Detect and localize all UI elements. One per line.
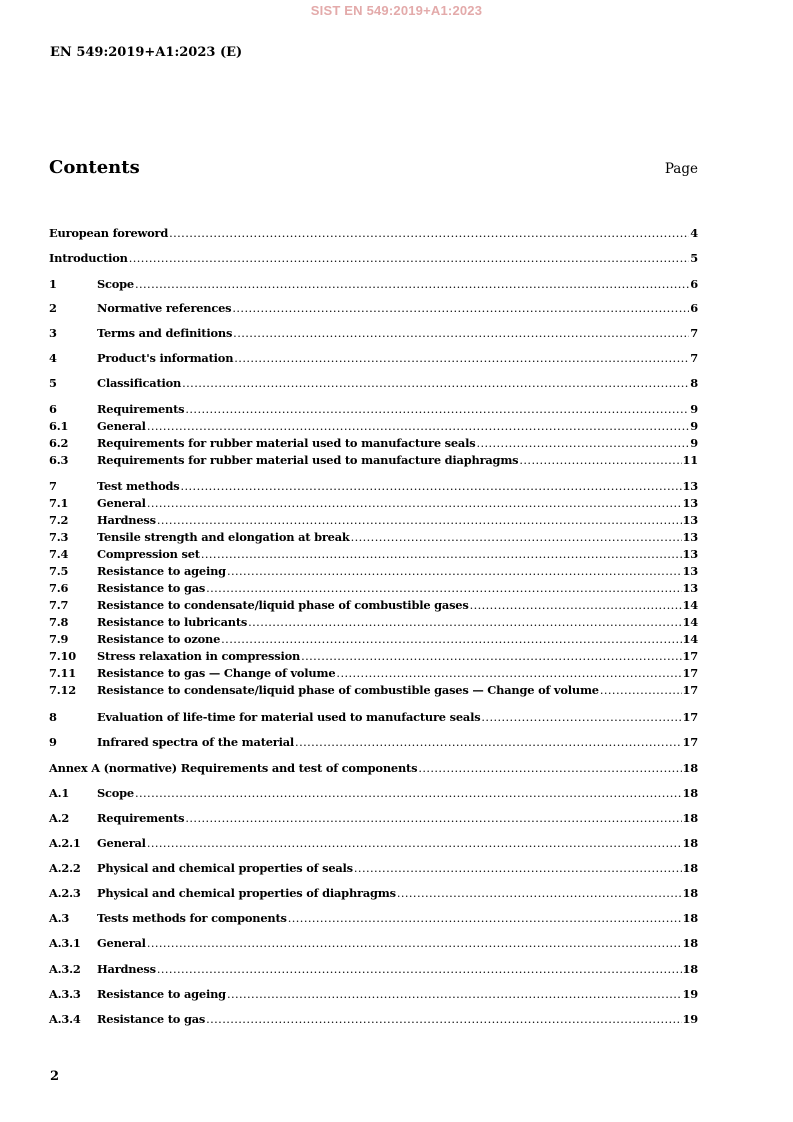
toc-entry-page: 4 [690,226,698,240]
toc-dot-leader [180,478,681,494]
toc-entry-page: 18 [682,811,698,825]
toc-entry-title: European foreword [49,226,169,240]
toc-dot-leader [476,435,689,451]
toc-entry-page: 17 [682,735,698,749]
toc-entry-title: Compression set [97,547,200,561]
toc-entry-number: 7 [49,479,57,493]
toc-dot-leader [519,452,681,468]
toc-entry-page: 19 [682,987,698,1001]
toc-entry-title: Resistance to ageing [97,987,226,1001]
toc-entry-page: 13 [682,581,698,595]
toc-dot-leader [295,734,682,750]
toc-entry-title: Terms and definitions [97,326,233,340]
toc-entry-number: A.2.1 [49,836,81,850]
toc-dot-leader [232,300,689,316]
toc-entry[interactable] [49,760,698,776]
toc-entry[interactable] [49,495,698,511]
toc-entry-title: Resistance to lubricants [97,615,248,629]
toc-entry-title: Scope [97,786,134,800]
toc-entry-title: Annex A (normative) Requirements and test of components [49,761,418,775]
toc-entry-title: Tensile strength and elongation at break [97,530,350,544]
toc-entry[interactable] [49,529,698,545]
toc-entry-number: A.2 [49,811,70,825]
toc-entry[interactable] [49,631,698,647]
toc-entry-title: Resistance to ozone [97,632,221,646]
toc-entry-title: Test methods [97,479,180,493]
toc-entry-page: 18 [682,786,698,800]
toc-dot-leader [169,225,689,241]
watermark-text: SIST EN 549:2019+A1:2023 [310,3,483,18]
toc-entry[interactable] [49,935,698,951]
toc-entry-number: 7.10 [49,649,76,663]
toc-entry-title: Product's information [97,351,234,365]
toc-entry-page: 9 [690,402,698,416]
toc-entry[interactable] [49,1011,698,1027]
toc-dot-leader [354,860,682,876]
toc-entry-title: Introduction [49,251,128,265]
table-of-contents [49,0,698,1122]
toc-entry-number: 1 [49,277,57,291]
toc-entry-number: A.3.3 [49,987,81,1001]
toc-entry-title: General [97,419,146,433]
toc-entry-title: General [97,836,146,850]
toc-entry-number: 7.6 [49,581,69,595]
toc-entry-title: Tests methods for components [97,911,287,925]
toc-entry-number: A.2.2 [49,861,81,875]
toc-entry-number: 2 [49,301,57,315]
toc-entry[interactable] [49,546,698,562]
document-id: EN 549:2019+A1:2023 (E) [50,45,243,60]
toc-entry-number: 5 [49,376,57,390]
toc-entry-number: 4 [49,351,57,365]
toc-entry-number: 6 [49,402,57,416]
toc-entry-page: 17 [682,710,698,724]
toc-entry-number: 7.11 [49,666,76,680]
toc-entry-number: 7.8 [49,615,69,629]
toc-entry[interactable] [49,910,698,926]
toc-entry[interactable] [49,418,698,434]
toc-dot-leader [397,885,682,901]
toc-dot-leader [418,760,681,776]
toc-entry-title: Requirements for rubber material used to manufacture seals [97,436,476,450]
toc-entry-page: 13 [682,513,698,527]
toc-entry-number: 7.4 [49,547,69,561]
toc-entry[interactable] [49,452,698,468]
toc-entry[interactable] [49,325,698,341]
toc-dot-leader [248,614,681,630]
toc-entry[interactable] [49,986,698,1002]
toc-entry-page: 19 [682,1012,698,1026]
contents-heading: Contents [49,157,140,178]
toc-dot-leader [185,810,681,826]
toc-entry-page: 18 [682,861,698,875]
toc-entry[interactable] [49,734,698,750]
toc-dot-leader [288,910,682,926]
toc-entry-number: 6.3 [49,453,69,467]
toc-dot-leader [147,935,682,951]
toc-entry-title: Requirements [97,811,185,825]
toc-entry-number: A.3.2 [49,962,81,976]
toc-entry-page: 9 [690,419,698,433]
toc-entry[interactable] [49,614,698,630]
toc-entry[interactable] [49,350,698,366]
toc-entry[interactable] [49,580,698,596]
toc-dot-leader [206,580,681,596]
toc-entry[interactable] [49,665,698,681]
toc-entry-page: 6 [690,277,698,291]
toc-dot-leader [147,835,682,851]
toc-entry-title: Physical and chemical properties of diaphragms [97,886,396,900]
toc-dot-leader [135,785,682,801]
toc-entry-title: Resistance to gas [97,1012,206,1026]
toc-entry-page: 13 [682,547,698,561]
toc-entry-page: 18 [682,936,698,950]
toc-dot-leader [201,546,682,562]
toc-dot-leader [129,250,690,266]
toc-entry[interactable] [49,860,698,876]
toc-entry-page: 13 [682,564,698,578]
toc-entry-number: 8 [49,710,57,724]
toc-dot-leader [147,495,682,511]
toc-dot-leader [336,665,681,681]
toc-dot-leader [600,682,682,698]
toc-entry[interactable] [49,225,698,241]
toc-entry-title: Scope [97,277,134,291]
toc-dot-leader [234,350,689,366]
toc-entry-title: Hardness [97,962,156,976]
toc-dot-leader [182,375,689,391]
toc-entry-number: A.3.4 [49,1012,81,1026]
toc-entry-page: 7 [690,351,698,365]
toc-entry[interactable] [49,961,698,977]
toc-entry-page: 11 [682,453,698,467]
toc-entry-title: Classification [97,376,182,390]
toc-dot-leader [481,709,681,725]
toc-entry-number: 7.5 [49,564,69,578]
toc-entry-page: 14 [682,615,698,629]
toc-entry[interactable] [49,709,698,725]
toc-entry-page: 13 [682,496,698,510]
toc-entry-title: Resistance to gas [97,581,206,595]
toc-entry-number: A.3 [49,911,70,925]
toc-entry-title: Evaluation of life-time for material used to manufacture seals [97,710,481,724]
toc-entry-number: A.1 [49,786,70,800]
toc-dot-leader [147,418,689,434]
toc-entry-title: Hardness [97,513,156,527]
toc-entry-title: Resistance to gas — Change of volume [97,666,336,680]
toc-entry-number: 7.3 [49,530,69,544]
toc-dot-leader [301,648,681,664]
toc-entry-page: 14 [682,632,698,646]
toc-entry-title: General [97,496,146,510]
toc-entry-title: Physical and chemical properties of seals [97,861,353,875]
toc-dot-leader [351,529,682,545]
toc-entry-page: 6 [690,301,698,315]
toc-entry[interactable] [49,300,698,316]
toc-entry-number: 7.2 [49,513,69,527]
toc-entry[interactable] [49,648,698,664]
toc-entry-number: 9 [49,735,57,749]
toc-entry-title: Normative references [97,301,232,315]
toc-entry-title: Stress relaxation in compression [97,649,301,663]
toc-entry-number: 7.12 [49,683,76,697]
toc-entry-title: Infrared spectra of the material [97,735,295,749]
toc-entry-page: 17 [682,683,698,697]
toc-entry-page: 18 [682,911,698,925]
toc-entry[interactable] [49,250,698,266]
toc-dot-leader [221,631,681,647]
toc-entry-page: 8 [690,376,698,390]
toc-entry-page: 18 [682,962,698,976]
toc-dot-leader [135,276,689,292]
toc-entry-page: 17 [682,666,698,680]
toc-entry-number: 3 [49,326,57,340]
toc-entry-page: 14 [682,598,698,612]
toc-entry[interactable] [49,835,698,851]
toc-entry-title: Requirements for rubber material used to manufacture diaphragms [97,453,519,467]
toc-dot-leader [157,961,682,977]
toc-entry[interactable] [49,435,698,451]
page-number: 2 [50,1069,60,1084]
toc-entry-title: Resistance to condensate/liquid phase of combustible gases — Change of volume [97,683,599,697]
toc-entry[interactable] [49,512,698,528]
page-column-label: Page [664,161,698,177]
toc-entry-page: 5 [690,251,698,265]
toc-entry-number: 6.1 [49,419,69,433]
toc-entry-page: 9 [690,436,698,450]
toc-entry-page: 18 [682,836,698,850]
toc-entry-title: General [97,936,146,950]
toc-entry[interactable] [49,785,698,801]
toc-entry-number: 7.9 [49,632,69,646]
toc-entry[interactable] [49,375,698,391]
toc-dot-leader [206,1011,681,1027]
toc-entry[interactable] [49,597,698,613]
toc-entry-number: A.2.3 [49,886,81,900]
toc-dot-leader [157,512,682,528]
toc-entry[interactable] [49,276,698,292]
toc-entry-page: 7 [690,326,698,340]
toc-entry-number: 7.1 [49,496,69,510]
toc-entry-page: 18 [682,886,698,900]
toc-dot-leader [227,986,682,1002]
toc-entry[interactable] [49,885,698,901]
toc-entry-number: 6.2 [49,436,69,450]
toc-entry[interactable] [49,563,698,579]
toc-entry[interactable] [49,682,698,698]
toc-dot-leader [185,401,689,417]
toc-entry-title: Requirements [97,402,185,416]
toc-entry-page: 13 [682,530,698,544]
toc-entry-number: A.3.1 [49,936,81,950]
toc-dot-leader [470,597,682,613]
toc-entry-page: 13 [682,479,698,493]
toc-entry-number: 7.7 [49,598,69,612]
toc-entry-page: 17 [682,649,698,663]
toc-entry[interactable] [49,478,698,494]
toc-entry[interactable] [49,401,698,417]
toc-entry[interactable] [49,810,698,826]
toc-entry-title: Resistance to condensate/liquid phase of combustible gases [97,598,469,612]
toc-entry-title: Resistance to ageing [97,564,226,578]
toc-dot-leader [233,325,689,341]
toc-dot-leader [227,563,682,579]
toc-entry-page: 18 [682,761,698,775]
